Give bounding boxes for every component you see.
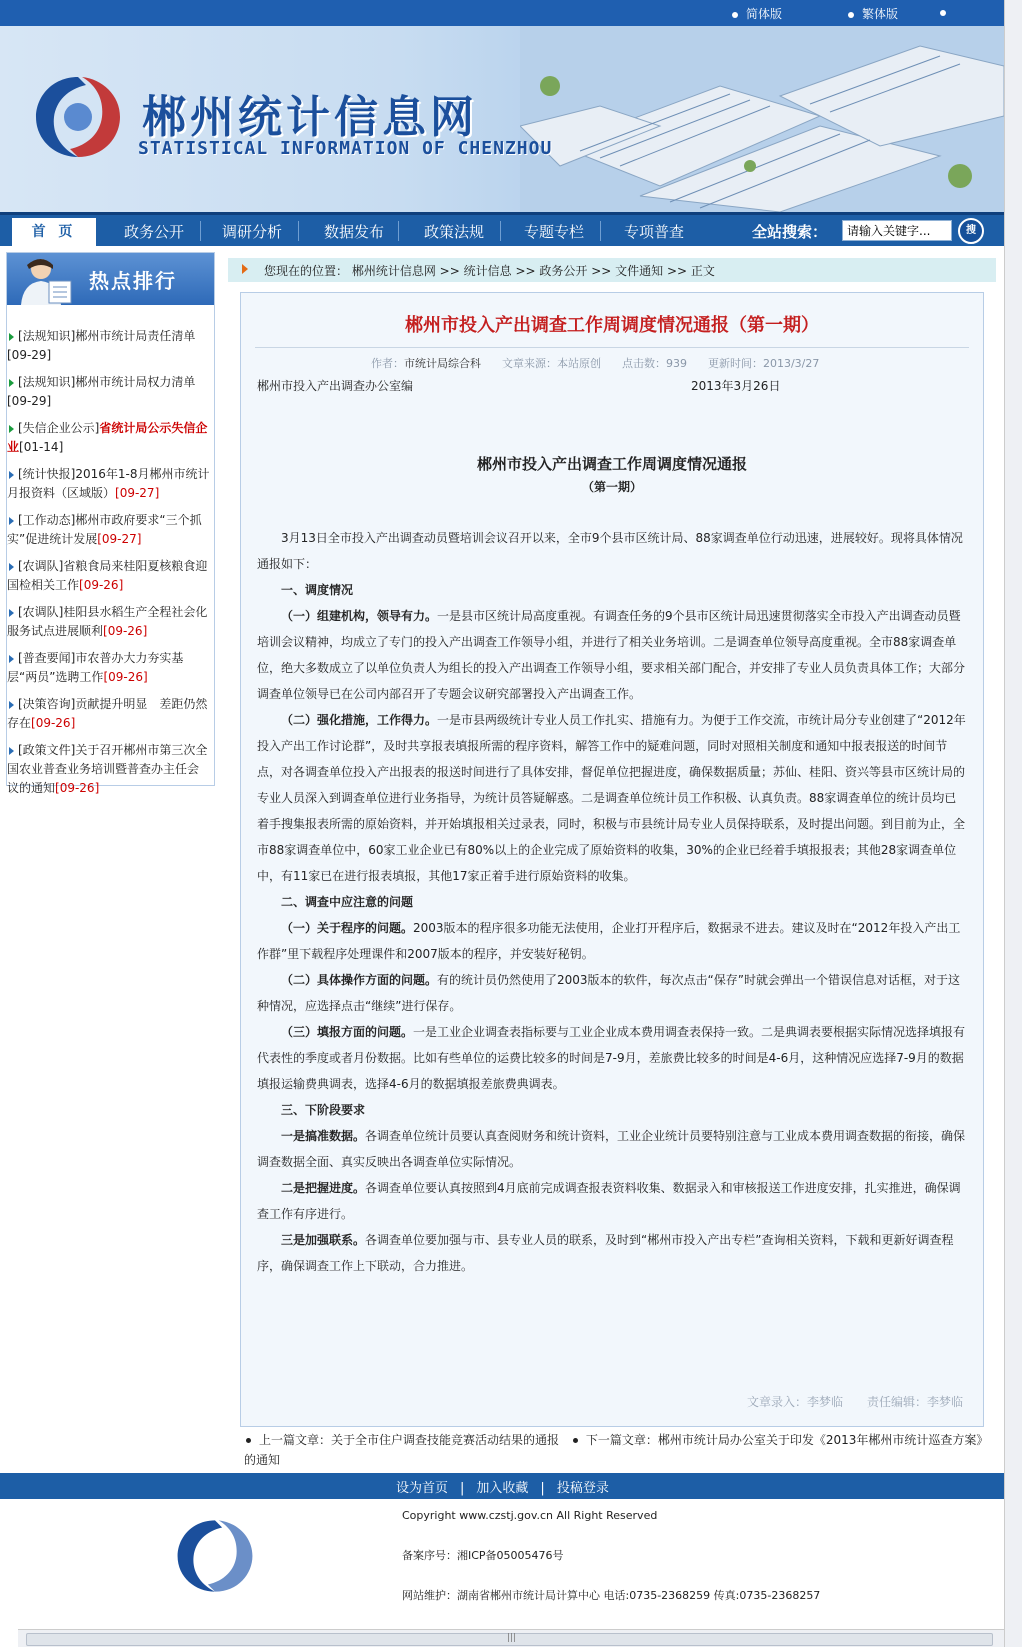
nav-separator xyxy=(398,221,399,241)
arrow-icon xyxy=(242,264,248,274)
section-heading: 二、调查中应注意的问题 xyxy=(281,895,414,909)
triangle-icon xyxy=(9,701,14,709)
doc-title: 郴州市投入产出调查工作周调度情况通报 xyxy=(476,455,747,473)
list-item[interactable]: [统计快报]2016年1-8月郴州市统计月报资料（区域版）[09-27] xyxy=(7,467,210,500)
icp-text: 备案序号：湘ICP备05005476号 xyxy=(402,1549,564,1562)
list-item[interactable]: [法规知识]郴州市统计局责任清单 [09-29] xyxy=(7,329,196,362)
nav-item-gov-affairs[interactable]: 政务公开 xyxy=(124,223,185,241)
bullet-icon xyxy=(573,1438,578,1443)
list-item[interactable]: [失信企业公示]省统计局公示失信企业[01-14] xyxy=(7,421,208,454)
nav-separator xyxy=(600,221,601,241)
section-heading: 三、下阶段要求 xyxy=(281,1103,366,1117)
site-title: 郴州统计信息网 xyxy=(142,92,478,143)
hot-ranking-panel xyxy=(6,252,215,795)
hot-ranking-list xyxy=(7,327,214,806)
footer xyxy=(0,1499,1004,1629)
paragraph: （二）强化措施，工作得力。一是市县两级统计专业人员工作扎实、措施有力。为便于工作交流，市统计局分专业创建了“2012年投入产出工作讨论群”，及时共享报表填报所需的程序资料，解答工作中的疑难问题，同时对照相关制度和通知中报表报送的时间节点，对各调查单位投入产出报表的报送时间进行了具体安排，督促单位把握进度，确保数据质量；苏仙、桂阳、资兴等县市区统计局的专业人员深入到调查单位进行业务指导，为统计员答疑解惑。二是调查单位统计员工作积极、认真负责。88家调查单位的统计员均已着手搜集报表所需的原始资料，并开始填报相关过录表，同时，积极与市县统计局专业人员保持联系，及时提出问题。到目前为止，全市88家调查单位中，60家工业企业已有80%以上的企业完成了原始资料的收集，30%的企业已经着手填报报表；其他28家调查单位中，有11家已在进行报表填报，其他17家正着手进行原始资料的收集。 xyxy=(257,713,966,883)
paragraph: （一）组建机构，领导有力。一是县市区统计局高度重视。有调查任务的9个县市区统计局迅速贯彻落实全市投入产出调查动员暨培训会议精神，均成立了专门的投入产出调查工作领导小组，并进行了相关业务培训。二是调查单位领导高度重视。全市88家调查单位，绝大多数成立了以单位负责人为组长的投入产出调查工作领导小组，要求相关部门配合，并安排了专业人员负责具体工作；大部分调查单位领导已在公司内部召开了专题会议研究部署投入产出调查工作。 xyxy=(257,609,966,701)
hot-ranking-header xyxy=(7,253,214,305)
submit-login-link[interactable]: 投稿登录 xyxy=(556,1481,609,1496)
bullet-icon xyxy=(848,12,854,18)
prev-next-links: 上一篇文章：关于全市住户调查技能竞赛活动结果的通报 下一篇文章：郴州市统计局办公室关于印发《2013年郴州市统计巡查方案》的通知 xyxy=(244,1433,983,1467)
nav-item-research[interactable]: 调研分析 xyxy=(222,223,283,241)
search-button[interactable]: 搜 xyxy=(958,218,984,244)
article-panel xyxy=(240,292,984,1427)
nav-home[interactable]: 首 页 xyxy=(12,218,96,246)
copyright-text: Copyright www.czstj.gov.cn All Right Reserved xyxy=(402,1509,658,1522)
intro-paragraph: 3月13日全市投入产出调查动员暨培训会议召开以来，全市9个县市区统计局、88家调查单位行动迅速，进展较好。现将具体情况通报如下： xyxy=(257,531,963,571)
paragraph: 三是加强联系。各调查单位要加强与市、县专业人员的联系，及时到“郴州市投入产出专栏”查询相关资料，下载和更新好调查程序，确保调查工作上下联动，合力推进。 xyxy=(257,1233,954,1273)
date-line: 2013年3月26日 xyxy=(691,379,781,393)
article-body xyxy=(257,373,967,1279)
vertical-scrollbar[interactable] xyxy=(1004,0,1022,1647)
list-item[interactable]: [农调队]省粮食局来桂阳夏核粮食迎国检相关工作[09-26] xyxy=(7,559,208,592)
article-credits: 文章录入：李梦临 责任编辑：李梦临 xyxy=(746,1395,963,1409)
traditional-link[interactable]: 繁体版 xyxy=(848,5,898,22)
breadcrumb-home[interactable]: 郴州统计信息网 xyxy=(351,264,436,278)
bullet-icon xyxy=(246,1438,251,1443)
banner xyxy=(0,26,1004,212)
list-item[interactable]: [决策咨询]贡献提升明显 差距仍然存在[09-26] xyxy=(7,697,208,730)
list-item[interactable]: [普查要闻]市农普办大力夯实基层“两员”选聘工作[09-26] xyxy=(7,651,184,684)
nav-separator xyxy=(200,221,201,241)
hot-ranking-title: 热点排行 xyxy=(89,269,177,293)
paragraph: 二是把握进度。各调查单位要认真按照到4月底前完成调查报表资料收集、数据录入和审核报送工作进度安排，扎实推进，确保调查工作有序进行。 xyxy=(257,1181,961,1221)
simplified-link[interactable]: 简体版 xyxy=(732,5,782,22)
nav-item-census[interactable]: 专项普查 xyxy=(624,223,685,241)
breadcrumb-current: 正文 xyxy=(690,264,715,278)
site-logo-icon xyxy=(32,71,124,163)
triangle-icon xyxy=(9,609,14,617)
top-strip xyxy=(0,0,1004,26)
section-heading: 一、调度情况 xyxy=(281,583,354,597)
nav-separator xyxy=(298,221,299,241)
nav-item-policy[interactable]: 政策法规 xyxy=(424,223,485,241)
triangle-icon xyxy=(9,471,14,479)
horizontal-scrollbar[interactable] xyxy=(18,1629,1004,1647)
breadcrumb-stats-info[interactable]: 统计信息 xyxy=(463,264,512,278)
article-title: 郴州市投入产出调查工作周调度情况通报（第一期） xyxy=(405,315,819,336)
nav-separator xyxy=(500,221,501,241)
divider xyxy=(255,347,969,348)
breadcrumb: 您现在的位置： 郴州统计信息网 >> 统计信息 >> 政务公开 >> 文件通知 >> 正文 xyxy=(228,258,996,282)
paragraph: （一）关于程序的问题。2003版本的程序很多功能无法使用，企业打开程序后，数据录不进去。建议及时在“2012年投入产出工作群”里下载程序处理课件和2007版本的程序，并安装好秘钥。 xyxy=(257,921,961,961)
grip-icon: ||| xyxy=(507,1633,517,1643)
next-article-link[interactable]: 郴州市统计局办公室关于印发《2013年郴州市统计巡查方案》的通知 xyxy=(244,1433,983,1467)
triangle-icon xyxy=(9,517,14,525)
set-homepage-link[interactable]: 设为首页 xyxy=(396,1481,449,1496)
list-item[interactable]: [政策文件]关于召开郴州市第三次全国农业普查业务培训暨普查办主任会议的通知[09-26] xyxy=(7,743,208,795)
breadcrumb-label: 您现在的位置： xyxy=(264,264,349,278)
prev-article-link[interactable]: 关于全市住户调查技能竞赛活动结果的通报 xyxy=(331,1433,560,1447)
triangle-icon xyxy=(9,747,14,755)
editor-line: 郴州市投入产出调查办公室编 xyxy=(257,379,414,393)
nav-item-data-release[interactable]: 数据发布 xyxy=(324,223,385,241)
add-favorite-link[interactable]: 加入收藏 xyxy=(476,1481,529,1496)
triangle-icon xyxy=(9,563,14,571)
main-nav xyxy=(0,212,1004,246)
nav-item-topics[interactable]: 专题专栏 xyxy=(524,223,585,241)
bullet-icon xyxy=(732,12,738,18)
search-label: 全站搜索： xyxy=(752,223,828,241)
article-meta: 作者：市统计局综合科 文章来源：本站原创 点击数：939 更新时间：2013/3/27 xyxy=(371,357,820,370)
paragraph: （三）填报方面的问题。一是工业企业调查表指标要与工业企业成本费用调查表保持一致。二是典调表要根据实际情况选择填报有代表性的季度或者月份数据。比如有些单位的运费比较多的时间是7-9月，差旅费比较多的时间是4-6月，这种情况应选择7-9月的数据填报运输费典调表，选择4-6月的数据填报差旅费典调表。 xyxy=(257,1025,966,1091)
breadcrumb-notices[interactable]: 文件通知 xyxy=(615,264,664,278)
doc-issue: （第一期） xyxy=(581,480,642,494)
search-input[interactable] xyxy=(842,220,952,241)
site-subtitle: STATISTICAL INFORMATION OF CHENZHOU xyxy=(138,138,553,159)
breadcrumb-gov-affairs[interactable]: 政务公开 xyxy=(539,264,588,278)
list-item[interactable]: [法规知识]郴州市统计局权力清单 [09-29] xyxy=(7,375,196,408)
bullet-icon xyxy=(940,10,946,16)
bullet-icon xyxy=(9,379,14,387)
list-item[interactable]: [农调队]桂阳县水稻生产全程社会化服务试点进展顺利[09-26] xyxy=(7,605,208,638)
city-image xyxy=(520,26,1004,212)
bullet-icon xyxy=(9,425,14,433)
paragraph: （二）具体操作方面的问题。有的统计员仍然使用了2003版本的软件，每次点击“保存”时就会弹出一个错误信息对话框，对于这种情况，应选择点击“继续”进行保存。 xyxy=(257,973,960,1013)
bullet-icon xyxy=(9,333,14,341)
paragraph: 一是搞准数据。各调查单位统计员要认真查阅财务和统计资料，工业企业统计员要特别注意与工业成本费用调查数据的衔接，确保调查数据全面、真实反映出各调查单位实际情况。 xyxy=(257,1129,966,1169)
person-icon xyxy=(17,255,77,305)
footer-logo-icon xyxy=(172,1515,258,1597)
scrollbar-thumb[interactable] xyxy=(26,1633,993,1646)
triangle-icon xyxy=(9,655,14,663)
list-item[interactable]: [工作动态]郴州市政府要求“三个抓实”促进统计发展[09-27] xyxy=(7,513,202,546)
maintainer-text: 网站维护：湖南省郴州市统计局计算中心 电话:0735-2368259 传真:0735-2368257 xyxy=(402,1589,821,1602)
footer-links-bar: 设为首页 | 加入收藏 | 投稿登录 xyxy=(0,1473,1004,1499)
